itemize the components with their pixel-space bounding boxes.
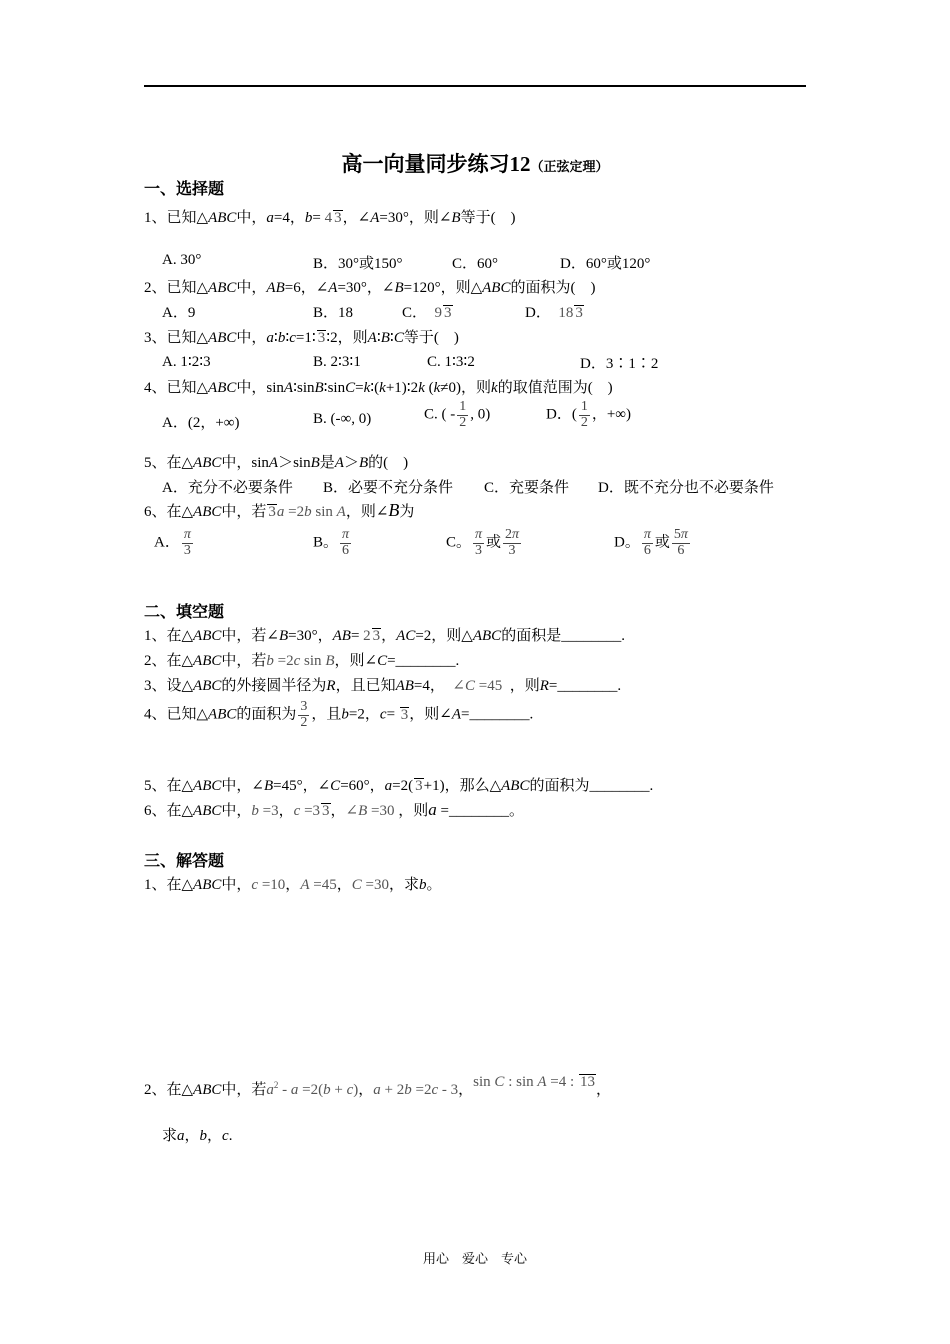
choice-q4-d: D．( $\frac{1}{2}$ ，+∞)	[546, 399, 631, 430]
fill-q1: 1、在△ABC中，若∠B=30°，AB= 2 3，AC=2，则△ABC的面积是________.	[144, 628, 625, 644]
choice-q5: 5、在△ABC中，sinA＞sinB是A＞B的( )	[144, 455, 409, 471]
choice-q4-b: B. (-∞, 0)	[313, 411, 372, 427]
answer-q2-tail: 求a，b，c.	[162, 1128, 233, 1144]
choice-q2-a: A．9	[162, 305, 196, 321]
choice-q6-c: C。 $\frac{\pi}{3}$ 或 $\frac{2\pi}{3}$	[446, 527, 520, 558]
section-answer: 三、解答题	[144, 853, 225, 870]
choice-q2-d: D． 18 3	[525, 305, 583, 321]
choice-q5-b: B．必要不充分条件	[323, 480, 454, 496]
choice-q3-c: C. 1∶3∶2	[427, 354, 475, 370]
choice-q4-a: A．(2，+∞)	[162, 415, 240, 431]
choice-q6-b: B。 $\frac{\pi}{6}$	[313, 527, 350, 558]
choice-q1-b: B．30°或150°	[313, 256, 403, 272]
choice-q1-c: C．60°	[452, 256, 499, 272]
choice-q2-c: C． 9 3	[402, 305, 452, 321]
choice-q6-a: A． $\frac{\pi}{3}$	[154, 527, 191, 558]
choice-q4: 4、已知△ABC中，sinA∶sinB∶sinC=k∶(k+1)∶2k (k≠0)，则k的取值范围为( )	[144, 380, 613, 396]
fill-q3: 3、设△ABC的外接圆半径为R，且已知AB=4， ∠C =45 ，则R=________.	[144, 678, 622, 694]
choice-q1-d: D．60°或120°	[560, 256, 651, 272]
choice-q1: 1、已知△ABC中，a=4，b= 4 3，∠A=30°，则∠B等于( )	[144, 210, 516, 226]
choice-q5-a: A．充分不必要条件	[162, 480, 293, 496]
fill-q2: 2、在△ABC中，若b =2c sin B，则∠C=________.	[144, 653, 460, 669]
header-rule	[144, 85, 806, 87]
choice-q2-b: B．18	[313, 305, 354, 321]
section-fill: 二、填空题	[144, 604, 225, 621]
title-main: 高一向量同步练习12	[341, 152, 531, 176]
choice-q5-c: C．充要条件	[484, 480, 570, 496]
answer-q2: 2、在△ABC中，若$a^2 - a =2(b + c)$，a + 2b =2c - 3，sin C : sin A =4 : 13，	[144, 1074, 611, 1098]
fill-q6: 6、在△ABC中，b =3，c =3 3，∠B =30 ，则a =________。	[144, 800, 524, 819]
fill-q4: 4、已知△ABC的面积为 $\frac{3}{2}$ ，且b=2，c= 3，则∠A=________.	[144, 699, 534, 730]
page-title	[0, 148, 950, 178]
choice-q5-d: D．既不充分也不必要条件	[598, 480, 774, 496]
title-sub: （正弦定理）	[530, 159, 609, 174]
page-footer: 用心 爱心 专心	[422, 1251, 527, 1266]
choice-q4-c: C. ( - $\frac{1}{2}$ , 0)	[424, 399, 491, 430]
choice-q1-a: A. 30°	[162, 252, 202, 268]
choice-q2: 2、已知△ABC中，AB=6，∠A=30°，∠B=120°，则△ABC的面积为( )	[144, 280, 596, 296]
answer-q1: 1、在△ABC中，c =10，A =45，C =30，求b。	[144, 877, 442, 893]
section-choice: 一、选择题	[144, 181, 225, 198]
fill-q5: 5、在△ABC中，∠B=45°，∠C=60°，a=2( 3+1)，那么△ABC的面积为________.	[144, 778, 654, 794]
choice-q6-d: D。 $\frac{\pi}{6}$ 或 $\frac{5\pi}{6}$	[614, 527, 688, 558]
choice-q3-d: D．3∶1∶2	[580, 356, 659, 372]
choice-q6: 6、在△ABC中，若 3a =2b sin A，则∠B为	[144, 500, 415, 520]
choice-q3-a: A. 1∶2∶3	[162, 354, 211, 370]
choice-q3: 3、已知△ABC中，a∶b∶c=1∶ 3∶2，则A∶B∶C等于( )	[144, 330, 459, 346]
choice-q3-b: B. 2∶3∶1	[313, 354, 361, 370]
